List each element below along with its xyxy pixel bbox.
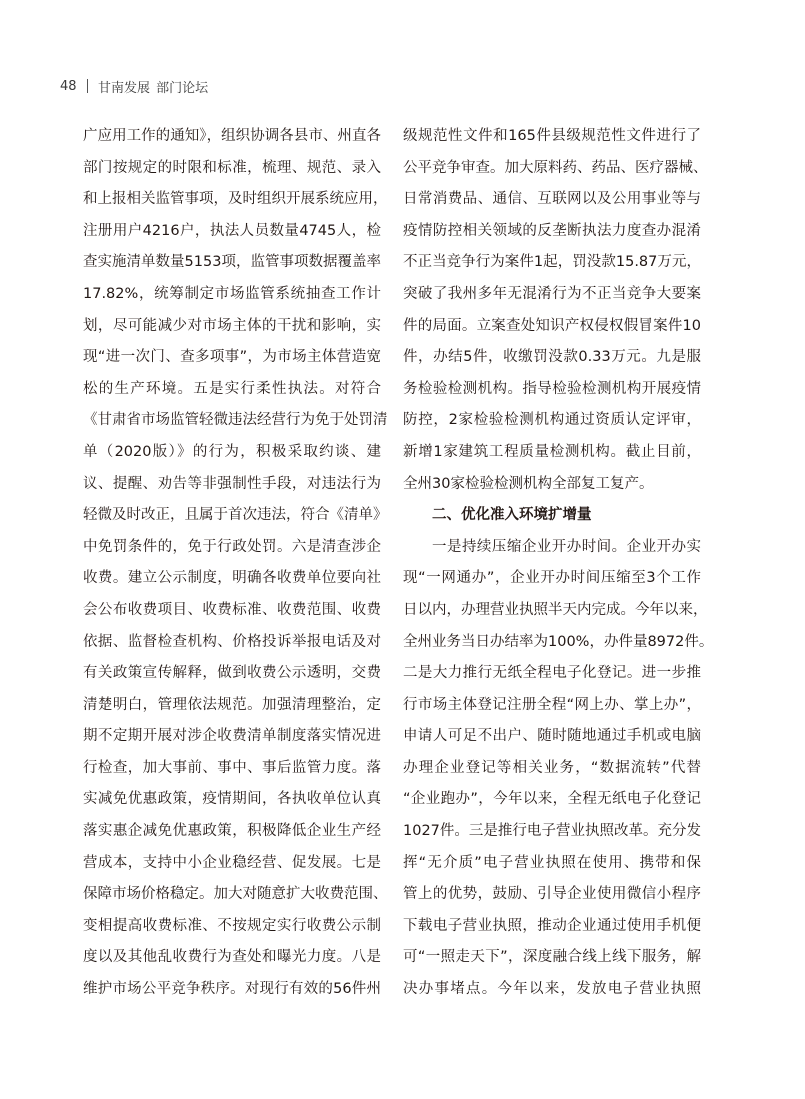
section-heading: 二、优化准入环境扩增量 (432, 507, 592, 524)
text-line: 日常消费品、通信、互联网以及公用事业等与 (403, 191, 701, 208)
text-line: 有关政策宣传解释，做到收费公示透明，交费 (83, 665, 381, 682)
text-line: 挥“无介质”电子营业执照在使用、携带和保 (403, 854, 701, 871)
text-line: 部门按规定的时限和标准，梳理、规范、录入 (83, 159, 381, 176)
text-line: 查实施清单数量5153项，监管事项数据覆盖率 (83, 254, 381, 271)
text-line: 17.82%，统筹制定市场监管系统抽查工作计 (83, 285, 381, 302)
text-line: 广应用工作的通知》，组织协调各县市、州直各 (83, 128, 381, 144)
text-line: 办理企业登记等相关业务，“数据流转”代替 (403, 759, 701, 776)
text-line: 现“进一次门、查多项事”，为市场主体营造宽 (83, 349, 381, 366)
text-line: 新增1家建筑工程质量检测机构。截止目前， (403, 443, 701, 460)
text-line: 下载电子营业执照，推动企业通过使用手机便 (403, 917, 701, 934)
header-divider (87, 79, 89, 93)
text-line: 和上报相关监管事项，及时组织开展系统应用， (83, 191, 388, 208)
text-line: 轻微及时改正，且属于首次违法，符合《清单》 (83, 507, 388, 524)
text-line: 收费。建立公示制度，明确各收费单位要向社 (83, 570, 381, 587)
text-line: 单（2020版）》的行为，积极采取约谈、建 (83, 443, 381, 460)
text-line: 清楚明白，管理依法规范。加强清理整治，定 (83, 696, 381, 713)
text-line: 管上的优势，鼓励、引导企业使用微信小程序 (403, 886, 701, 903)
text-line: 注册用户4216户，执法人员数量4745人，检 (83, 222, 381, 239)
text-line: 疫情防控相关领域的反垄断执法力度查办混淆 (403, 222, 701, 239)
left-column (83, 121, 388, 1006)
text-line: 行检查，加大事前、事中、事后监管力度。落 (83, 759, 381, 776)
text-line: 现“一网通办”，企业开办时间压缩至3个工作 (403, 570, 701, 587)
text-line: 行市场主体登记注册全程“网上办、掌上办”， (403, 696, 701, 713)
text-line: 申请人可足不出户、随时随地通过手机或电脑 (403, 728, 701, 745)
text-line: 《甘肃省市场监管轻微违法经营行为免于处罚清 (83, 412, 388, 429)
text-line: 公平竞争审查。加大原料药、药品、医疗器械、 (403, 159, 708, 176)
text-line: 防控，2家检验检测机构通过资质认定评审， (403, 412, 701, 429)
text-line: 可“一照走天下”，深度融合线上线下服务，解 (403, 949, 701, 966)
page-number: 48 (60, 78, 77, 94)
text-line: 依据、监督检查机构、价格投诉举报电话及对 (83, 633, 381, 650)
text-line: “企业跑办”，今年以来，全程无纸电子化登记 (403, 791, 701, 808)
publication-name: 甘南发展 (98, 80, 151, 96)
text-line: 二是大力推行无纸全程电子化登记。进一步推 (403, 665, 701, 682)
text-line: 务检验检测机构。指导检验检测机构开展疫情 (403, 380, 701, 397)
text-line: 一是持续压缩企业开办时间。企业开办实 (432, 538, 701, 555)
section-name: 部门论坛 (156, 80, 209, 96)
text-line: 全州30家检验检测机构全部复工复产。 (403, 475, 654, 492)
text-line: 松的生产环境。五是实行柔性执法。对符合 (83, 380, 381, 397)
text-line: 件，办结5件，收缴罚没款0.33万元。九是服 (403, 349, 701, 366)
text-line: 划，尽可能减少对市场主体的干扰和影响，实 (83, 317, 381, 334)
text-line: 全州业务当日办结率为100%，办件量8972件。 (403, 633, 714, 650)
text-line: 维护市场公平竞争秩序。对现行有效的56件州 (83, 981, 381, 998)
running-header (60, 75, 208, 97)
text-line: 件的局面。立案查处知识产权侵权假冒案件10 (403, 317, 701, 334)
text-line: 营成本，支持中小企业稳经营、促发展。七是 (83, 854, 381, 871)
text-line: 中免罚条件的，免于行政处罚。六是清查涉企 (83, 538, 381, 555)
text-line: 实减免优惠政策，疫情期间，各执收单位认真 (83, 791, 381, 808)
text-line: 度以及其他乱收费行为查处和曝光力度。八是 (83, 949, 381, 966)
text-line: 保障市场价格稳定。加大对随意扩大收费范围、 (83, 886, 388, 903)
text-line: 1027件。三是推行电子营业执照改革。充分发 (403, 823, 701, 840)
text-line: 变相提高收费标准、不按规定实行收费公示制 (83, 917, 381, 934)
right-column (403, 121, 714, 1006)
text-line: 议、提醒、劝告等非强制性手段，对违法行为 (83, 475, 381, 492)
text-line: 落实惠企减免优惠政策，积极降低企业生产经 (83, 823, 381, 840)
text-line: 会公布收费项目、收费标准、收费范围、收费 (83, 601, 381, 618)
text-line: 期不定期开展对涉企收费清单制度落实情况进 (83, 728, 381, 745)
text-line: 决办事堵点。今年以来，发放电子营业执照 (403, 981, 701, 998)
text-line: 突破了我州多年无混淆行为不正当竞争大要案 (403, 285, 701, 302)
text-line: 日以内，办理营业执照半天内完成。今年以来， (403, 601, 708, 618)
text-line: 不正当竞争行为案件1起，罚没款15.87万元， (403, 254, 701, 271)
text-line: 级规范性文件和165件县级规范性文件进行了 (403, 128, 701, 144)
